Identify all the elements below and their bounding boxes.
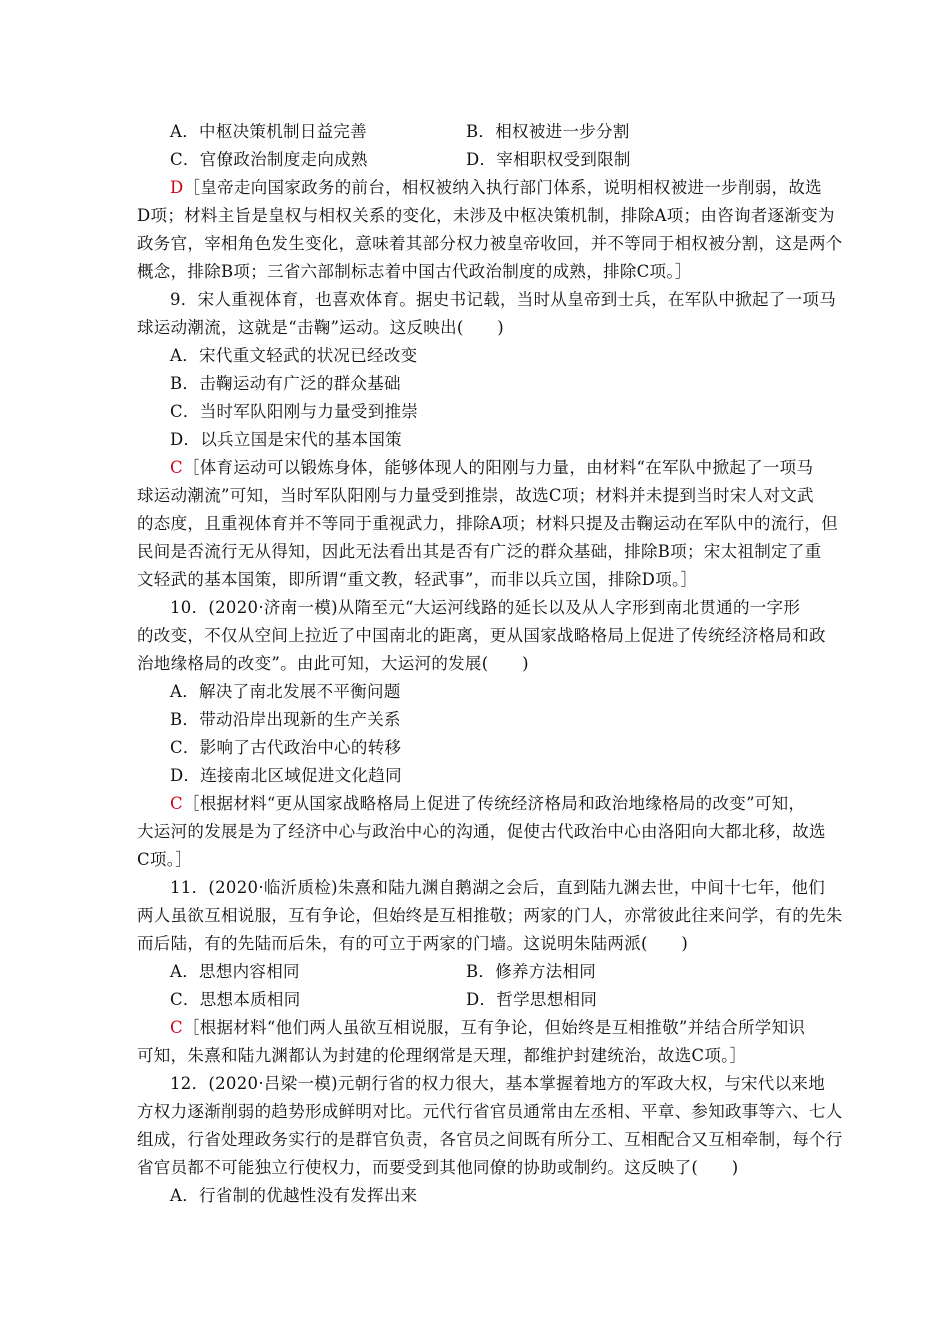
q9-explanation-line-1: C［体育运动可以锻炼身体，能够体现人的阳刚与力量，由材料“在军队中掀起了一项马 <box>170 458 814 477</box>
q12-stem-line-1: 12．(2020·吕梁一模)元朝行省的权力很大，基本掌握着地方的军政大权，与宋代以来地 <box>170 1074 826 1093</box>
q9-option-b: B．击鞠运动有广泛的群众基础 <box>170 374 401 393</box>
q11-stem-line-2: 两人虽欲互相说服，互有争论，但始终是互相推敬；两家的门人，亦常彼此往来问学，有的先朱 <box>137 906 843 925</box>
q8-option-c: C．官僚政治制度走向成熟 <box>170 150 368 169</box>
q8-explanation-line-2: D项；材料主旨是皇权与相权关系的变化，未涉及中枢决策机制，排除A项；由咨询者逐渐变为 <box>137 206 835 225</box>
q10-explanation-line-2: 大运河的发展是为了经济中心与政治中心的沟通，促使古代政治中心由洛阳向大都北移，故选 <box>137 822 826 841</box>
q11-option-c: C．思想本质相同 <box>170 990 301 1009</box>
q10-option-a: A．解决了南北发展不平衡问题 <box>170 682 401 701</box>
q9-explanation-line-3: 的态度，且重视体育并不等同于重视武力，排除A项；材料只提及击鞠运动在军队中的流行，但 <box>137 514 839 533</box>
q8-option-b: B．相权被进一步分割 <box>466 122 630 141</box>
q10-answer: C <box>170 794 183 813</box>
q8-explanation-line-4: 概念，排除B项；三省六部制标志着中国古代政治制度的成熟，排除C项。］ <box>137 262 692 281</box>
q9-stem-line-1: 9．宋人重视体育，也喜欢体育。据史书记载，当时从皇帝到士兵，在军队中掀起了一项马 <box>170 290 836 309</box>
q10-option-d: D．连接南北区域促进文化趋同 <box>170 766 402 785</box>
q8-explanation-line-1: D［皇帝走向国家政务的前台，相权被纳入执行部门体系，说明相权被进一步削弱，故选 <box>170 178 822 197</box>
q10-stem-line-1: 10．(2020·济南一模)从隋至元“大运河线路的延长以及从人字形到南北贯通的一字形 <box>170 598 801 617</box>
q11-explanation-line-2: 可知，朱熹和陆九渊都认为封建的伦理纲常是天理，都维护封建统治，故选C项。］ <box>137 1046 747 1065</box>
q11-explanation-line-1: C［根据材料“他们两人虽欲互相说服，互有争论，但始终是互相推敬”并结合所学知识 <box>170 1018 806 1037</box>
q10-explanation-line-1: C［根据材料“更从国家战略格局上促进了传统经济格局和政治地缘格局的改变”可知， <box>170 794 806 813</box>
q12-stem-line-4: 省官员都不可能独立行使权力，而要受到其他同僚的协助或制约。这反映了( ) <box>137 1158 739 1177</box>
q9-explanation-line-2: 球运动潮流”可知，当时军队阳刚与力量受到推崇，故选C项；材料并未提到当时宋人对文武 <box>137 486 814 505</box>
q10-explanation-line-3: C项。］ <box>137 850 193 869</box>
q10-option-b: B．带动沿岸出现新的生产关系 <box>170 710 401 729</box>
q8-option-d: D．宰相职权受到限制 <box>466 150 631 169</box>
q11-option-b: B．修养方法相同 <box>466 962 597 981</box>
q12-stem-line-2: 方权力逐渐削弱的趋势形成鲜明对比。元代行省官员通常由左丞相、平章、参知政事等六、七人 <box>137 1102 843 1121</box>
q10-stem-line-2: 的改变，不仅从空间上拉近了中国南北的距离，更从国家战略格局上促进了传统经济格局和政 <box>137 626 826 645</box>
q11-answer: C <box>170 1018 183 1037</box>
q11-stem-line-1: 11．(2020·临沂质检)朱熹和陆九渊自鹅湖之会后，直到陆九渊去世，中间十七年，他们 <box>170 878 826 897</box>
q10-option-c: C．影响了古代政治中心的转移 <box>170 738 402 757</box>
q9-answer: C <box>170 458 183 477</box>
q9-option-c: C．当时军队阳刚与力量受到推崇 <box>170 402 419 421</box>
q11-stem-line-3: 而后陆，有的先陆而后朱，有的可立于两家的门墙。这说明朱陆两派( ) <box>137 934 689 953</box>
q12-option-a: A．行省制的优越性没有发挥出来 <box>170 1186 418 1205</box>
q9-option-a: A．宋代重文轻武的状况已经改变 <box>170 346 418 365</box>
q9-explanation-line-4: 民间是否流行无从得知，因此无法看出其是否有广泛的群众基础，排除B项；宋太祖制定了重 <box>137 542 822 561</box>
q9-explanation-line-5: 文轻武的基本国策，即所谓“重文教，轻武事”，而非以兵立国，排除D项。］ <box>137 570 698 589</box>
q9-stem-line-2: 球运动潮流，这就是“击鞠”运动。这反映出( ) <box>137 318 504 337</box>
q8-answer: D <box>170 178 184 197</box>
q11-option-a: A．思想内容相同 <box>170 962 300 981</box>
q10-stem-line-3: 治地缘格局的改变”。由此可知，大运河的发展( ) <box>137 654 529 673</box>
q8-explanation-line-3: 政务官，宰相角色发生变化，意味着其部分权力被皇帝收回，并不等同于相权被分割，这是两个 <box>137 234 843 253</box>
q12-stem-line-3: 组成，行省处理政务实行的是群官负责，各官员之间既有所分工、互相配合又互相牵制，每个行 <box>137 1130 843 1149</box>
q8-option-a: A．中枢决策机制日益完善 <box>170 122 368 141</box>
q9-option-d: D．以兵立国是宋代的基本国策 <box>170 430 402 449</box>
q11-option-d: D．哲学思想相同 <box>466 990 598 1009</box>
